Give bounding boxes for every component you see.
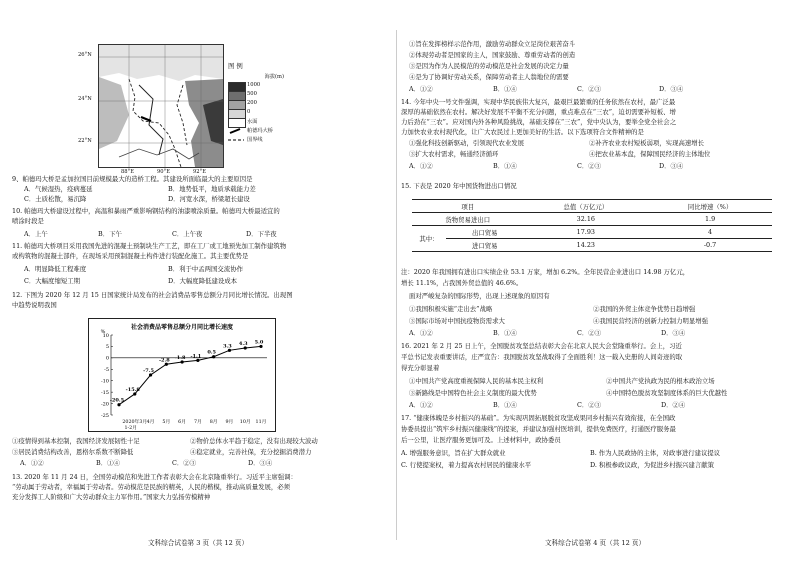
table-cell: 14.23 bbox=[524, 239, 649, 252]
q9-option-d: D．河宽水深，桥梁超长建设 bbox=[168, 195, 250, 203]
q17-option-a: A. 增强服务意识，旨在扩大群众就业 bbox=[401, 449, 506, 457]
lon-label: 92°E bbox=[193, 169, 206, 175]
q13-option-3: ③是因为作为人民模范的劳动模范是社会发展的决定力量 bbox=[409, 62, 569, 70]
q10-stem: 10. 帕德玛大桥建设过程中，高温和暴雨严重影响钢结构的油漆喷涂质量。帕德玛大桥最适宜的 bbox=[12, 207, 280, 215]
q17-option-d: D. 积极参政议政，为促进乡村振兴建言献策 bbox=[590, 461, 714, 469]
legend-item: 0 bbox=[228, 108, 288, 117]
q12-choice-d: D．③④ bbox=[248, 459, 273, 467]
q15-note-2: 增长 11.1%，占我国外贸总值的 46.6%。 bbox=[401, 279, 523, 287]
q17-stem-3: 后一公里，让医疗服务更加可及。上述材料中，政协委员 bbox=[401, 436, 561, 444]
y-tick-label: -20 bbox=[100, 401, 109, 408]
q13-choice-b: B．①④ bbox=[493, 85, 517, 93]
q12-choice-c: C．②③ bbox=[172, 459, 197, 467]
retail-sales-chart bbox=[88, 318, 276, 432]
q14-choice-a: A．①② bbox=[409, 162, 433, 170]
q13-choice-c: C．②③ bbox=[577, 85, 602, 93]
q12-stem-2: 中趋势说明我国 bbox=[12, 301, 57, 309]
q11-option-a: A．明显降低工程难度 bbox=[24, 265, 87, 273]
x-tick-label: 11月 bbox=[255, 420, 267, 425]
table-header: 总值（万亿元） bbox=[524, 200, 649, 213]
table-cell: 4 bbox=[648, 226, 772, 239]
q16-option-1: ①中国共产党高度重视保障人民的基本民主权利 bbox=[409, 377, 544, 385]
table-header-row bbox=[412, 200, 772, 213]
q15-choice-d: D．③④ bbox=[661, 329, 686, 337]
table-cell: 货物贸易进出口 bbox=[412, 213, 524, 226]
q10-stem-2: 喷涂时段是 bbox=[12, 217, 44, 225]
table-cell: 进口贸易 bbox=[446, 239, 524, 252]
page-footer-right: 文科综合试卷第 4 页（共 12 页） bbox=[545, 539, 646, 547]
q16-stem-2: 平总书记发表重要讲话，庄严宣告：我国脱贫攻坚战取得了全面胜利！这一载入史册的人间奇迹的取 bbox=[401, 353, 683, 361]
q9-option-c: C．土质松散，易沉降 bbox=[24, 195, 87, 203]
y-tick-label: -10 bbox=[100, 378, 109, 385]
q11-option-d: D．大幅度降低建设成本 bbox=[168, 277, 238, 285]
data-label: -15.8 bbox=[125, 386, 140, 393]
data-label: -2.8 bbox=[158, 357, 170, 364]
table-cell: 32.16 bbox=[524, 213, 649, 226]
lon-label: 90°E bbox=[157, 169, 170, 175]
table-header: 项目 bbox=[412, 200, 524, 213]
y-tick-label: -25 bbox=[100, 412, 109, 419]
q14-option-4: ④把农业基本盘，保障国民经济的主体地位 bbox=[589, 150, 711, 158]
q10-option-c: C．上午夜 bbox=[172, 230, 203, 238]
q11-option-c: C．大幅度缩短工期 bbox=[24, 277, 81, 285]
q13-choice-d: D．③④ bbox=[659, 85, 684, 93]
q16-option-3: ③新路线是中国特色社会主义制度的最大优势 bbox=[409, 389, 537, 397]
x-tick-label: 4月 bbox=[146, 420, 155, 425]
legend-title: 图 例 bbox=[228, 62, 243, 70]
x-tick-label: 10月 bbox=[239, 420, 251, 425]
q9-option-b: B．地势低平，地质承载能力差 bbox=[168, 185, 256, 193]
q12-option-4: ④稳定就业，完善社保，充分挖掘消费潜力 bbox=[190, 448, 312, 456]
q14-choice-d: D．③④ bbox=[659, 162, 684, 170]
lon-label: 88°E bbox=[121, 169, 134, 175]
q16-choice-d: D．②④ bbox=[661, 401, 686, 409]
y-axis-unit: % bbox=[100, 329, 106, 335]
lat-label: 24°N bbox=[78, 96, 92, 102]
y-tick-label: 0 bbox=[105, 355, 109, 362]
legend-item: 帕德玛大桥 bbox=[228, 126, 288, 135]
page-footer-left: 文科综合试卷第 3 页（共 12 页） bbox=[148, 539, 249, 547]
q12-stem: 12. 下图为 2020 年 12 月 15 日国家统计局发布的社会消费品零售总额分月同比增长情况。出现图 bbox=[12, 291, 293, 299]
q13-option-2: ②体现劳动者是国家的主人，国家鼓励、尊重劳动者的创造 bbox=[409, 51, 576, 59]
q15-stem: 15. 下表是 2020 年中国货物进出口情况 bbox=[401, 182, 517, 190]
q13-stem-2: “劳动属于劳动者，幸福属于劳动者。劳动模范是民族的精英，人民的楷模，推动高质量发展，必须 bbox=[12, 483, 291, 491]
data-label: -20.5 bbox=[109, 397, 125, 404]
y-tick-label: 5 bbox=[105, 344, 109, 351]
chart-svg bbox=[89, 319, 275, 431]
legend-item: 1000 bbox=[228, 81, 288, 90]
x-tick-label: 6月 bbox=[178, 420, 187, 425]
map-legend bbox=[228, 62, 288, 144]
x-tick-label: 5月 bbox=[162, 420, 171, 425]
coastline bbox=[119, 149, 199, 159]
data-label: 5.0 bbox=[254, 339, 264, 346]
q16-stem-3: 得充分彰显着 bbox=[401, 364, 440, 372]
q16-choice-c: C．②③ bbox=[577, 401, 602, 409]
q15-choice-a: A．①② bbox=[409, 329, 433, 337]
q16-option-4: ④中国特色脱贫攻坚制度体系的巨大优越性 bbox=[606, 389, 728, 397]
northern-terrain bbox=[99, 45, 223, 81]
lat-label: 22°N bbox=[78, 138, 92, 144]
q14-stem: 14. 今年中央一号文件强调，实现中华民族伟大复兴，最艰巨最繁重的任务依然在农村，最广泛最 bbox=[401, 98, 676, 106]
q10-option-a: A．上午 bbox=[24, 230, 48, 238]
q12-option-3: ③居民消费结构改善，恩格尔系数不断降低 bbox=[12, 448, 134, 456]
q11-stem: 11. 帕德玛大桥项目采用我国先进的混凝土预制块生产工艺，即在工厂或工地预先加工制作建筑物 bbox=[12, 242, 287, 250]
q14-option-3: ③扩大农村需求，畅通经济循环 bbox=[409, 150, 499, 158]
q16-option-2: ②中国共产党执政为民的根本政治立场 bbox=[606, 377, 715, 385]
q11-option-b: B．利于中孟两国交流协作 bbox=[168, 265, 243, 273]
q9-option-a: A．气候湿热，疫病蔓延 bbox=[24, 185, 93, 193]
data-label: -1.1 bbox=[190, 353, 202, 360]
q14-option-2: ②补齐农业农村短板弱项，实现高速增长 bbox=[589, 139, 705, 147]
x-tick-sublabel: 1-2月 bbox=[124, 426, 138, 431]
q15-option-4: ④我国民营经济的创新力控制力明显增强 bbox=[593, 317, 709, 325]
table-cell: 17.93 bbox=[524, 226, 649, 239]
q14-choice-b: B．①④ bbox=[493, 162, 517, 170]
border-line bbox=[129, 79, 181, 167]
q16-choice-b: B．①④ bbox=[493, 401, 517, 409]
q10-option-b: B．下午 bbox=[98, 230, 122, 238]
q15-choice-c: C．②③ bbox=[577, 329, 602, 337]
q17-option-c: C. 行使提案权，着力提高农村居民的健康水平 bbox=[401, 461, 532, 469]
y-tick-label: -5 bbox=[104, 367, 109, 374]
q13-stem-3: 充分发挥工人阶级和广大劳动群众主力军作用。”国家大力弘扬劳模精神 bbox=[12, 493, 211, 501]
bridge-icon bbox=[228, 127, 244, 135]
table-row bbox=[412, 226, 772, 239]
q15-option-2: ②我国的外贸主体竞争优势日趋增强 bbox=[593, 305, 696, 313]
trade-table bbox=[412, 199, 772, 252]
q9-stem: 9、帕德玛大桥是孟加拉国目前规模最大的造桥工程。其建设所面临最大的主要原因是 bbox=[12, 175, 253, 183]
q15-note-1: 注：2020 年我国拥有进出口实绩企业 53.1 万家，增加 6.2%。全年民营企业进出口 14.98 万亿元， bbox=[401, 268, 690, 276]
table-row bbox=[412, 213, 772, 226]
border-line-east bbox=[177, 85, 187, 145]
lat-label: 26°N bbox=[78, 52, 92, 58]
table-cell: 1.9 bbox=[648, 213, 772, 226]
x-tick-label: 7月 bbox=[193, 420, 202, 425]
q10-option-d: D．下半夜 bbox=[246, 230, 277, 238]
legend-item: 500 bbox=[228, 90, 288, 99]
chart-title: 社会消费品零售总额分月同比增长速度 bbox=[130, 324, 234, 331]
q14-choice-c: C．②③ bbox=[577, 162, 602, 170]
q15-stem-2: 面对严峻复杂的国际形势，出现上述现象的原因有 bbox=[409, 292, 550, 300]
q17-stem: 17. “健康体魄是乡村振兴的基础”。为实现巩固拓展脱贫攻坚成果同乡村振兴有效衔接，在全国政 bbox=[401, 414, 676, 422]
table-header: 同比增速（%） bbox=[648, 200, 772, 213]
x-tick-label: 9月 bbox=[225, 420, 234, 425]
map-figure bbox=[98, 44, 224, 168]
x-tick-label: 8月 bbox=[209, 420, 218, 425]
q16-choice-a: A．①② bbox=[409, 401, 433, 409]
q12-choice-a: A．①② bbox=[20, 459, 44, 467]
q12-option-1: ①疫情得到基本控制，我国经济发展韧性十足 bbox=[12, 437, 140, 445]
q12-option-2: ②物价总体水平趋于稳定，没有出现较大波动 bbox=[190, 437, 318, 445]
q11-stem-2: 或构筑物的混凝土部件，在现场采用预制混凝土构件进行装配化施工。其主要优势是 bbox=[12, 252, 249, 260]
legend-item: 200 bbox=[228, 99, 288, 108]
q16-stem: 16. 2021 年 2 月 25 日上午，全国脱贫攻坚总结表彰大会在北京人民大会堂隆重举行。会上，习近 bbox=[401, 342, 682, 350]
q17-stem-2: 协委员提出“筑牢乡村振兴健康线”的提案，并建议加强村医培训，提供免费医疗，打通医疗服务最 bbox=[401, 425, 676, 433]
data-label: 3.3 bbox=[223, 343, 232, 350]
q15-choice-b: B．①④ bbox=[493, 329, 517, 337]
q14-stem-4: 力加快农业农村现代化，让广大农民过上更加美好的生活。以下选项符合文件精神的是 bbox=[401, 128, 644, 136]
q13-option-1: ①旨在发挥榜样示范作用，激励劳动群众立足岗位艰苦奋斗 bbox=[409, 40, 576, 48]
table-cell: -0.7 bbox=[648, 239, 772, 252]
data-label: 4.3 bbox=[238, 341, 248, 348]
legend-item: 水面 bbox=[228, 117, 288, 126]
western-terrain bbox=[99, 77, 129, 149]
q17-option-b: B. 作为人民政协的主体，对政事进行建议提议 bbox=[590, 449, 721, 457]
q14-stem-3: 力后劲在“三农”。应对国内外各种风险挑战，基础支撑在“三农”，党中央认为，要举全党全社会之 bbox=[401, 118, 677, 126]
table-cell: 出口贸易 bbox=[446, 226, 524, 239]
y-tick-label: -15 bbox=[100, 389, 109, 396]
border-line-icon bbox=[228, 136, 244, 144]
q14-option-1: ①强化科技创新驱动，引领现代农业发展 bbox=[409, 139, 525, 147]
x-tick-label: 2020年3月 bbox=[122, 420, 148, 425]
q15-option-3: ③国际市场对中国抗疫物资需求大 bbox=[409, 317, 505, 325]
q13-choice-a: A．①② bbox=[409, 85, 433, 93]
table-group-cell: 其中： bbox=[412, 226, 446, 252]
q13-option-4: ④是为了协调好劳动关系，保障劳动者主人翁地位的需要 bbox=[409, 73, 569, 81]
data-label: -7.5 bbox=[143, 368, 154, 374]
q15-option-1: ①我国积极实施“走出去”战略 bbox=[409, 305, 493, 313]
q12-choice-b: B．①④ bbox=[96, 459, 120, 467]
legend-item: 国界线 bbox=[228, 135, 288, 144]
data-label: -1.8 bbox=[174, 354, 186, 361]
data-label: 0.5 bbox=[207, 349, 217, 356]
table-row bbox=[412, 239, 772, 252]
legend-unit: 海拔(m) bbox=[264, 73, 284, 80]
q14-stem-2: 深厚的基础依然在农村。解决好发展不平衡不充分问题，重点难点在“三农”，迫切需要补短板、增 bbox=[401, 108, 676, 116]
map-svg bbox=[99, 45, 223, 167]
y-tick-label: 10 bbox=[102, 332, 109, 339]
q13-stem: 13. 2020 年 11 月 24 日，全国劳动模范和先进工作者表彰大会在北京隆重举行。习近平主席强调： bbox=[12, 473, 297, 481]
